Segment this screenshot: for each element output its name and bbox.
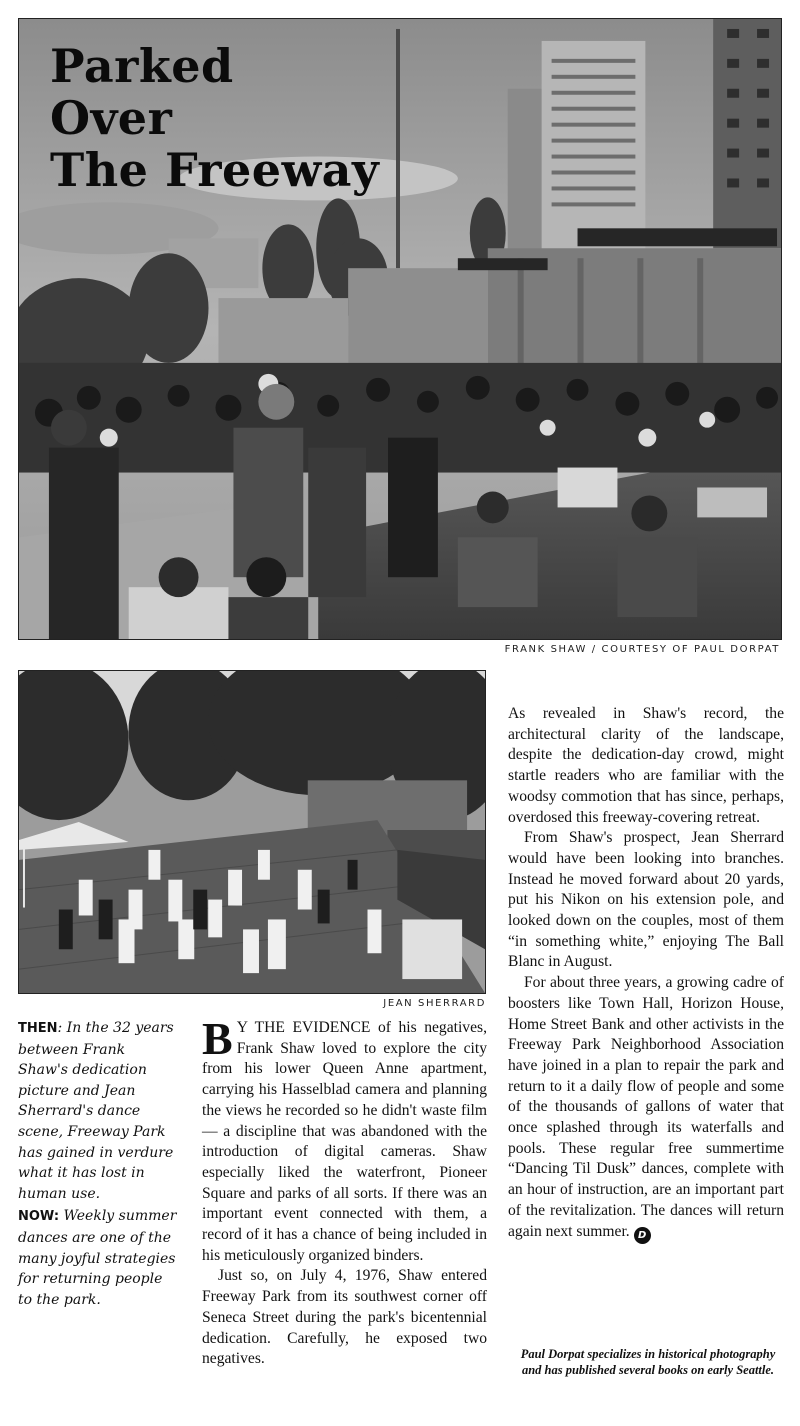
article-paragraph-4: From Shaw's prospect, Jean Sherrard would have been looking into branches. Instead he moved forward about 20 yards, put his Nikon on his extension pole, and looked down on the couples, most of them “in something white,” enjoying The Ball Blanc in August. <box>508 829 784 971</box>
photo-caption <box>18 1018 178 1312</box>
caption-then <box>18 1018 178 1204</box>
bottom-photo-image <box>19 671 485 993</box>
article-column-right <box>508 704 784 1244</box>
article-lead-caps: Y THE EVIDENCE <box>236 1019 371 1036</box>
article-paragraph-1-text: of his negatives, Frank Shaw loved to explore the city from his lower Queen Anne apartment, carrying his Hasselblad camera and planning the views he recorded so he didn't waste film — a discipline that was abandoned with the introduction of digital cameras. Shaw especially liked the waterfront, Pioneer Square and parks of all sorts. If there was an important event connected with them, a record of it has a chance of being included in his meticulously organized binders. <box>202 1019 487 1264</box>
headline-line-3: The Freeway <box>50 143 380 197</box>
article-column-middle <box>202 1013 487 1370</box>
headline-line-2: Over <box>50 91 173 145</box>
drop-cap: B <box>202 1013 233 1064</box>
article-paragraph-5-text: For about three years, a growing cadre of boosters like Town Hall, Horizon House, Home Street Bank and other activists in the Freeway Park Neighborhood Association have joined in a plan to repair the park and return to it a daily flow of people and some of the thousands of gallons of water that once splashed through its waterfalls and pools. These regular free summertime “Dancing Til Dusk” dances, complete with an hour of instruction, are an important part of the revitalization. The dances will return again next summer. <box>508 974 784 1240</box>
top-photo-credit: FRANK SHAW / COURTESY OF PAUL DORPAT <box>504 644 780 655</box>
article-paragraph-3: As revealed in Shaw's record, the architectural clarity of the landscape, despite the dedication-day crowd, might startle readers who are familiar with the woodsy commotion that has since, perhaps, overdosed this freeway-covering retreat. <box>508 705 784 826</box>
caption-now-label: NOW: <box>18 1209 60 1225</box>
article-paragraph-5 <box>508 973 784 1243</box>
article-paragraph-1 <box>202 1013 487 1266</box>
article-paragraph-2: Just so, on July 4, 1976, Shaw entered Freeway Park from its southwest corner off Seneca Street during the park's bicentennial dedication. Carefully, he exposed two negatives. <box>202 1267 487 1368</box>
headline-line-1: Parked <box>50 39 234 93</box>
caption-then-text: : In the 32 years between Frank Shaw's dedication picture and Jean Sherrard's dance scene, Freeway Park has gained in verdure what it has lost in human use. <box>18 1020 174 1202</box>
caption-now <box>18 1206 178 1310</box>
end-mark-icon: D <box>634 1227 651 1244</box>
bottom-photo <box>18 670 486 994</box>
author-bio: Paul Dorpat specializes in historical photography and has published several books on early Seattle. <box>520 1347 776 1377</box>
caption-then-label: THEN <box>18 1021 58 1036</box>
caption-now-text: Weekly summer dances are one of the many joyful strategies for returning people to the park. <box>18 1208 177 1308</box>
bottom-photo-credit: JEAN SHERRARD <box>383 998 486 1009</box>
headline <box>50 40 470 196</box>
